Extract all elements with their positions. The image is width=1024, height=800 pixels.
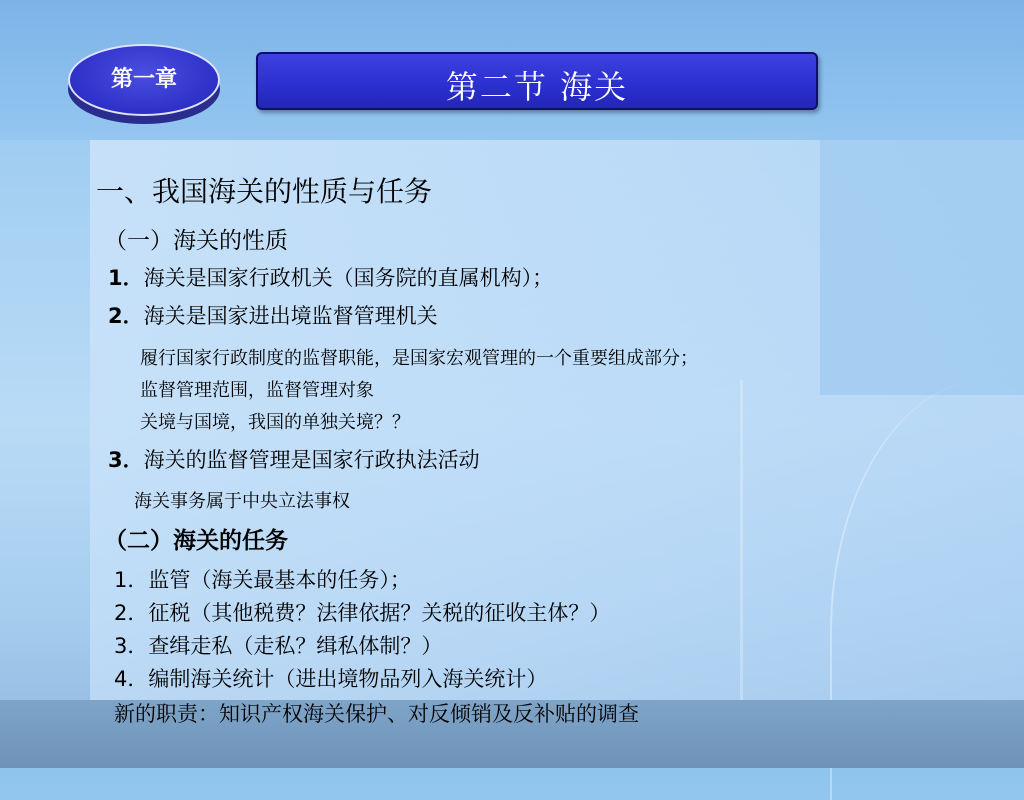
task-item-3-number: 3． <box>114 634 149 658</box>
task-item-3-text: 查缉走私（走私？缉私体制？） <box>148 634 443 658</box>
nature-item-3 <box>108 444 480 474</box>
task-item-2-text: 征税（其他税费？法律依据？关税的征收主体？） <box>148 601 611 625</box>
section-heading-nature: （一）海关的性质 <box>104 228 288 254</box>
task-item-4 <box>114 663 547 693</box>
task-item-2 <box>114 597 610 627</box>
slide-title: 第二节 海关 <box>445 68 629 106</box>
nature-item-1 <box>108 262 553 292</box>
section-heading-tasks: （二）海关的任务 <box>104 528 288 554</box>
task-item-2-number: 2． <box>114 601 149 625</box>
nature-item-3-number: 3． <box>108 448 144 472</box>
task-item-3 <box>114 630 442 660</box>
nature-item-2-text: 海关是国家进出境监督管理机关 <box>143 304 438 328</box>
nature-item-2 <box>108 300 438 330</box>
main-heading: 一、我国海关的性质与任务 <box>96 175 433 208</box>
new-duty-line: 新的职责：知识产权海关保护、对反倾销及反补贴的调查 <box>114 702 639 726</box>
task-item-1-text: 监管（海关最基本的任务）； <box>148 568 411 592</box>
chapter-badge-label: 第一章 <box>110 67 177 92</box>
task-item-1-number: 1． <box>114 568 149 592</box>
nature-item-3-sub-1: 海关事务属于中央立法事权 <box>134 491 350 512</box>
nature-item-2-number: 2． <box>108 304 144 328</box>
nature-item-1-number: 1． <box>108 266 144 290</box>
nature-item-2-sub-1: 履行国家行政制度的监督职能，是国家宏观管理的一个重要组成部分； <box>140 348 698 369</box>
task-item-4-number: 4． <box>114 667 149 691</box>
nature-item-2-sub-3: 关境与国境，我国的单独关境？？ <box>140 412 410 433</box>
nature-item-3-text: 海关的监督管理是国家行政执法活动 <box>143 448 480 472</box>
nature-item-1-text: 海关是国家行政机关（国务院的直属机构）； <box>143 266 554 290</box>
task-item-1 <box>114 564 411 594</box>
nature-item-2-sub-2: 监督管理范围，监督管理对象 <box>140 380 374 401</box>
task-item-4-text: 编制海关统计（进出境物品列入海关统计） <box>148 667 548 691</box>
